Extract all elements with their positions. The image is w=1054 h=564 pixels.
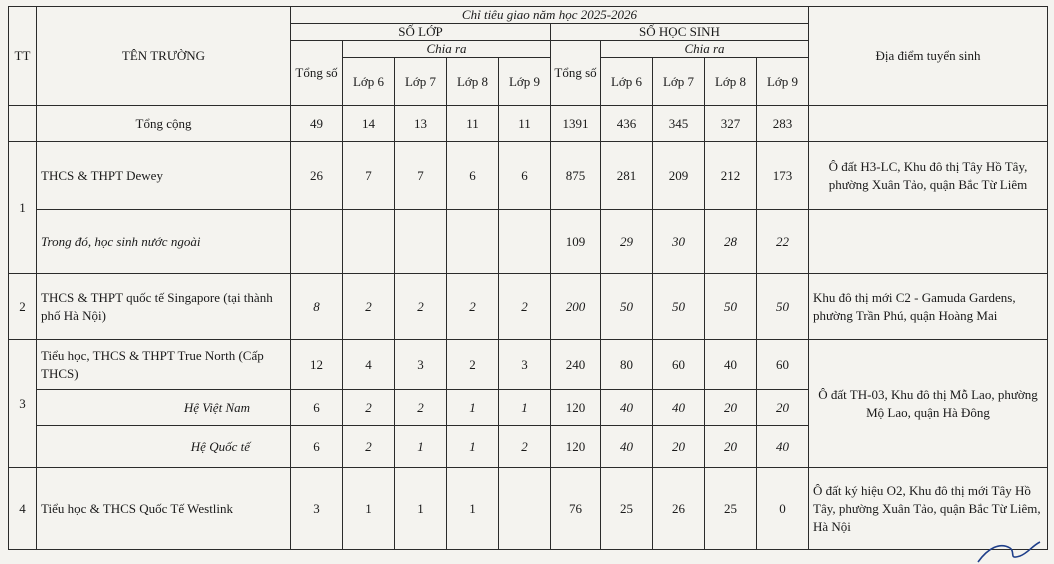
table-cell: 3 (291, 468, 343, 550)
table-cell: 283 (757, 106, 809, 142)
table-cell: 26 (291, 142, 343, 210)
table-cell: 20 (653, 426, 705, 468)
location-cell: Ô đất ký hiệu O2, Khu đô thị mới Tây Hồ Tây, phường Xuân Tảo, quận Bắc Từ Liêm, Hà Nội (809, 468, 1048, 550)
table-cell: 50 (653, 274, 705, 340)
header-classes-split: Chia ra (343, 41, 551, 58)
header-classes-g6: Lớp 6 (343, 58, 395, 106)
table-cell: 22 (757, 210, 809, 274)
table-row (9, 340, 1048, 390)
table-cell: 30 (653, 210, 705, 274)
header-school-name: TÊN TRƯỜNG (37, 7, 291, 106)
school-name: THCS & THPT quốc tế Singapore (tại thành phố Hà Nội) (37, 274, 291, 340)
table-cell: 40 (653, 390, 705, 426)
table-cell (499, 468, 551, 550)
table-cell: 40 (601, 426, 653, 468)
location-cell: Ô đất H3-LC, Khu đô thị Tây Hồ Tây, phường Xuân Tảo, quận Bắc Từ Liêm (809, 142, 1048, 210)
table-cell: 1391 (551, 106, 601, 142)
header-quota-title: Chỉ tiêu giao năm học 2025-2026 (291, 7, 809, 24)
total-label: Tổng cộng (37, 106, 291, 142)
row-number: 3 (9, 340, 37, 468)
table-cell: 40 (757, 426, 809, 468)
table-cell: 2 (395, 390, 447, 426)
header-classes: SỐ LỚP (291, 24, 551, 41)
table-cell: 6 (447, 142, 499, 210)
table-cell: 2 (447, 274, 499, 340)
table-row (9, 468, 1048, 550)
row-number: 2 (9, 274, 37, 340)
table-cell (809, 106, 1048, 142)
header-students-g8: Lớp 8 (705, 58, 757, 106)
table-cell: 50 (705, 274, 757, 340)
header-classes-total: Tổng số (291, 41, 343, 106)
table-cell: 2 (499, 274, 551, 340)
header-students-g6: Lớp 6 (601, 58, 653, 106)
table-cell: 11 (499, 106, 551, 142)
location-cell (809, 210, 1048, 274)
school-name: THCS & THPT Dewey (37, 142, 291, 210)
table-cell (499, 210, 551, 274)
table-cell: 76 (551, 468, 601, 550)
table-cell: 1 (447, 426, 499, 468)
table-cell: 327 (705, 106, 757, 142)
header-students-split: Chia ra (601, 41, 809, 58)
table-cell (343, 210, 395, 274)
table-cell: 2 (343, 274, 395, 340)
table-cell: 1 (499, 390, 551, 426)
table-cell: 28 (705, 210, 757, 274)
signature-mark (974, 538, 1044, 564)
table-cell: 7 (395, 142, 447, 210)
table-cell: 200 (551, 274, 601, 340)
table-cell (447, 210, 499, 274)
location-cell: Khu đô thị mới C2 - Gamuda Gardens, phường Trần Phú, quận Hoàng Mai (809, 274, 1048, 340)
school-name: Tiểu học, THCS & THPT True North (Cấp THCS) (37, 340, 291, 390)
table-row (9, 274, 1048, 340)
table-cell: 120 (551, 426, 601, 468)
table-cell: 40 (705, 340, 757, 390)
table-cell: 13 (395, 106, 447, 142)
header-students-g9: Lớp 9 (757, 58, 809, 106)
header-students-total: Tổng số (551, 41, 601, 106)
table-cell: 4 (343, 340, 395, 390)
table-row (9, 142, 1048, 210)
header-tt: TT (9, 7, 37, 106)
table-cell: 80 (601, 340, 653, 390)
school-name: Hệ Quốc tế (37, 426, 291, 468)
table-cell: 173 (757, 142, 809, 210)
table-cell: 20 (757, 390, 809, 426)
table-cell (291, 210, 343, 274)
table-cell (9, 106, 37, 142)
table-cell (395, 210, 447, 274)
table-cell: 20 (705, 426, 757, 468)
table-cell: 875 (551, 142, 601, 210)
table-cell: 1 (395, 468, 447, 550)
school-name: Tiểu học & THCS Quốc Tế Westlink (37, 468, 291, 550)
header-classes-g7: Lớp 7 (395, 58, 447, 106)
school-name: Hệ Việt Nam (37, 390, 291, 426)
table-cell: 212 (705, 142, 757, 210)
table-cell: 60 (653, 340, 705, 390)
table-cell: 2 (395, 274, 447, 340)
header-students: SỐ HỌC SINH (551, 24, 809, 41)
table-cell: 345 (653, 106, 705, 142)
table-cell: 7 (343, 142, 395, 210)
total-row (9, 106, 1048, 142)
table-cell: 3 (499, 340, 551, 390)
table-cell: 120 (551, 390, 601, 426)
school-name: Trong đó, học sinh nước ngoài (37, 210, 291, 274)
table-row (9, 210, 1048, 274)
table-cell: 3 (395, 340, 447, 390)
table-cell: 2 (343, 390, 395, 426)
table-cell: 436 (601, 106, 653, 142)
table-cell: 209 (653, 142, 705, 210)
table-cell: 2 (499, 426, 551, 468)
table-cell: 1 (395, 426, 447, 468)
table-cell: 2 (343, 426, 395, 468)
table-cell: 109 (551, 210, 601, 274)
table-cell: 25 (705, 468, 757, 550)
table-cell: 6 (499, 142, 551, 210)
table-cell: 50 (757, 274, 809, 340)
table-cell: 11 (447, 106, 499, 142)
header-classes-g8: Lớp 8 (447, 58, 499, 106)
header-classes-g9: Lớp 9 (499, 58, 551, 106)
row-number: 4 (9, 468, 37, 550)
enrollment-quota-table (8, 6, 1048, 550)
table-cell: 20 (705, 390, 757, 426)
table-cell: 50 (601, 274, 653, 340)
table-cell: 60 (757, 340, 809, 390)
table-cell: 25 (601, 468, 653, 550)
table-cell: 6 (291, 426, 343, 468)
header-students-g7: Lớp 7 (653, 58, 705, 106)
table-cell: 29 (601, 210, 653, 274)
table-cell: 1 (447, 468, 499, 550)
table-cell: 6 (291, 390, 343, 426)
header-location: Địa điểm tuyển sinh (809, 7, 1048, 106)
table-cell: 14 (343, 106, 395, 142)
table-cell: 240 (551, 340, 601, 390)
row-number: 1 (9, 142, 37, 274)
table-cell: 12 (291, 340, 343, 390)
table-cell: 1 (343, 468, 395, 550)
table-cell: 281 (601, 142, 653, 210)
table-cell: 40 (601, 390, 653, 426)
table-cell: 2 (447, 340, 499, 390)
table-cell: 26 (653, 468, 705, 550)
table-cell: 8 (291, 274, 343, 340)
table-cell: 1 (447, 390, 499, 426)
table-cell: 0 (757, 468, 809, 550)
location-cell: Ô đất TH-03, Khu đô thị Mỗ Lao, phường Mộ Lao, quận Hà Đông (809, 340, 1048, 468)
table-cell: 49 (291, 106, 343, 142)
